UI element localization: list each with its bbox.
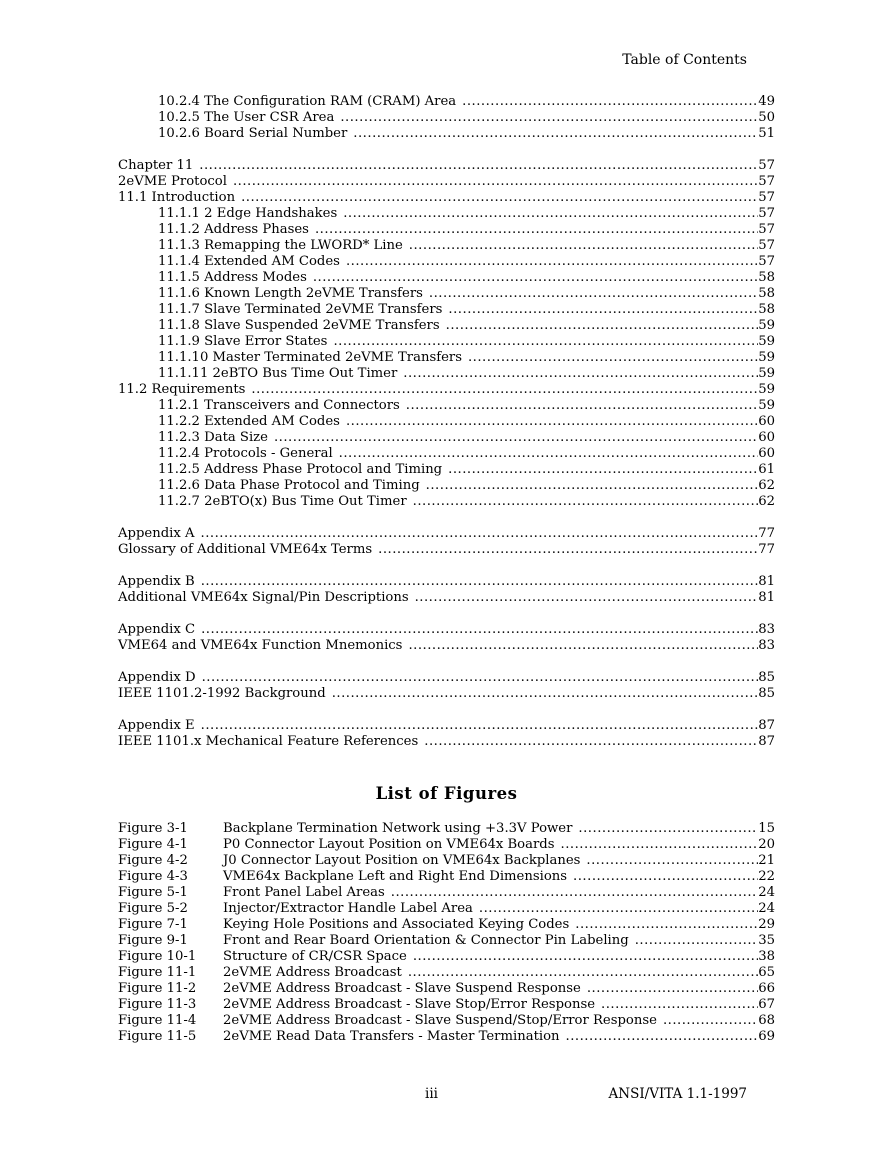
dot-leader [201, 718, 759, 734]
toc-entry[interactable] [118, 206, 775, 222]
figure-title: 2eVME Read Data Transfers - Master Termination [223, 1029, 560, 1044]
figure-entry[interactable] [118, 933, 775, 949]
dot-leader [346, 254, 758, 270]
toc-entry-page: 59 [758, 398, 775, 413]
toc-entry[interactable] [118, 478, 775, 494]
toc-entry[interactable] [118, 222, 775, 238]
toc-entry[interactable] [118, 254, 775, 270]
toc-entry[interactable] [118, 446, 775, 462]
figure-number: Figure 11-1 [118, 965, 197, 980]
dot-leader [339, 446, 759, 462]
toc-entry-title: VME64 and VME64x Function Mnemonics [118, 638, 403, 653]
dot-leader [448, 462, 758, 478]
dot-leader [575, 917, 758, 933]
figure-page: 15 [758, 821, 775, 836]
toc-entry-title: 11.1.4 Extended AM Codes [158, 254, 340, 269]
dot-leader [202, 670, 759, 686]
figure-title: Front and Rear Board Orientation & Connector Pin Labeling [223, 933, 629, 948]
toc-entry[interactable] [118, 126, 775, 142]
dot-leader [274, 430, 758, 446]
dot-leader [199, 158, 758, 174]
dot-leader [663, 1013, 758, 1029]
dot-leader [413, 949, 758, 965]
dot-leader [462, 94, 758, 110]
dot-leader [409, 238, 758, 254]
toc-entry-title: 11.2.1 Transceivers and Connectors [158, 398, 400, 413]
page-number: iii [425, 1086, 438, 1102]
toc-entry-title: Appendix C [118, 622, 196, 637]
toc-entry-title: 11.2 Requirements [118, 382, 246, 397]
dot-leader [315, 222, 758, 238]
toc-spacer [118, 654, 775, 670]
toc-entry-page: 87 [758, 718, 775, 733]
figure-number: Figure 4-3 [118, 869, 188, 884]
figure-page: 20 [758, 837, 775, 852]
dot-leader [353, 126, 758, 142]
dot-leader [587, 981, 758, 997]
figure-title: J0 Connector Layout Position on VME64x Backplanes [223, 853, 581, 868]
toc-entry-page: 57 [758, 254, 775, 269]
figure-title: 2eVME Address Broadcast - Slave Stop/Error Response [223, 997, 596, 1012]
toc-entry[interactable] [118, 494, 775, 510]
figure-entry[interactable] [118, 901, 775, 917]
toc-spacer [118, 702, 775, 718]
toc-entry-page: 58 [758, 270, 775, 285]
toc-entry[interactable] [118, 318, 775, 334]
toc-entry[interactable] [118, 638, 775, 654]
figure-page: 24 [758, 885, 775, 900]
toc-entry-page: 83 [758, 638, 775, 653]
figure-title: 2eVME Address Broadcast [223, 965, 402, 980]
toc-entry-page: 85 [758, 670, 775, 685]
figure-number: Figure 11-4 [118, 1013, 197, 1028]
figure-number: Figure 5-2 [118, 901, 188, 916]
figure-number: Figure 11-5 [118, 1029, 197, 1044]
toc-entry-title: 11.1.7 Slave Terminated 2eVME Transfers [158, 302, 443, 317]
toc-entry-title: 11.1.11 2eBTO Bus Time Out Timer [158, 366, 398, 381]
toc-entry-page: 57 [758, 190, 775, 205]
dot-leader [201, 622, 758, 638]
figure-title: Keying Hole Positions and Associated Keying Codes [223, 917, 570, 932]
toc-entry-page: 50 [758, 110, 775, 125]
dot-leader [340, 110, 758, 126]
toc-entry[interactable] [118, 350, 775, 366]
toc-entry-title: 11.1 Introduction [118, 190, 236, 205]
dot-leader [408, 638, 758, 654]
toc-entry-page: 87 [758, 734, 775, 749]
toc-entry[interactable] [118, 158, 775, 174]
dot-leader [403, 366, 758, 382]
figure-title: Injector/Extractor Handle Label Area [223, 901, 473, 916]
figure-number: Figure 11-3 [118, 997, 197, 1012]
figure-entry[interactable] [118, 949, 775, 965]
toc-entry-title: Appendix E [118, 718, 195, 733]
toc-entry-page: 59 [758, 366, 775, 381]
dot-leader [241, 190, 758, 206]
figure-page: 68 [758, 1013, 775, 1028]
figure-number: Figure 4-2 [118, 853, 188, 868]
figure-entry[interactable] [118, 885, 775, 901]
toc-entry-page: 57 [758, 222, 775, 237]
dot-leader [251, 382, 758, 398]
toc-entry-title: 11.2.3 Data Size [158, 430, 268, 445]
toc-entry-title: Chapter 11 [118, 158, 194, 173]
toc-entry[interactable] [118, 110, 775, 126]
toc-spacer [118, 510, 775, 526]
toc-entry-title: Appendix B [118, 574, 195, 589]
figure-number: Figure 4-1 [118, 837, 188, 852]
toc-entry-page: 85 [758, 686, 775, 701]
figure-title: Backplane Termination Network using +3.3V Power [223, 821, 573, 836]
figure-page: 69 [758, 1029, 775, 1044]
toc-entry-title: 11.1.10 Master Terminated 2eVME Transfers [158, 350, 462, 365]
table-of-contents [118, 94, 775, 750]
toc-entry-title: 10.2.4 The Configuration RAM (CRAM) Area [158, 94, 457, 109]
figure-entry[interactable] [118, 997, 775, 1013]
toc-entry-title: 11.2.6 Data Phase Protocol and Timing [158, 478, 420, 493]
toc-entry-title: 10.2.6 Board Serial Number [158, 126, 348, 141]
toc-entry[interactable] [118, 366, 775, 382]
figure-title: 2eVME Address Broadcast - Slave Suspend/Stop/Error Response [223, 1013, 657, 1028]
toc-entry[interactable] [118, 94, 775, 110]
toc-entry-page: 81 [758, 574, 775, 589]
figure-page: 29 [758, 917, 775, 932]
toc-entry[interactable] [118, 430, 775, 446]
dot-leader [415, 590, 759, 606]
toc-entry-page: 59 [758, 382, 775, 397]
dot-leader [343, 206, 758, 222]
toc-entry[interactable] [118, 574, 775, 590]
figure-title: VME64x Backplane Left and Right End Dimensions [223, 869, 568, 884]
toc-entry-page: 60 [758, 430, 775, 445]
dot-leader [408, 965, 758, 981]
toc-entry-page: 59 [758, 350, 775, 365]
toc-entry-title: 10.2.5 The User CSR Area [158, 110, 335, 125]
figure-entry[interactable] [118, 917, 775, 933]
toc-entry[interactable] [118, 190, 775, 206]
running-header: Table of Contents [622, 52, 747, 68]
toc-entry-page: 49 [758, 94, 775, 109]
dot-leader [426, 478, 759, 494]
figure-title: Front Panel Label Areas [223, 885, 385, 900]
figure-entry[interactable] [118, 869, 775, 885]
toc-entry-title: Glossary of Additional VME64x Terms [118, 542, 373, 557]
dot-leader [201, 526, 759, 542]
toc-entry-page: 57 [758, 238, 775, 253]
dot-leader [586, 853, 758, 869]
figure-page: 66 [758, 981, 775, 996]
dot-leader [573, 869, 758, 885]
dot-leader [578, 821, 758, 837]
figure-number: Figure 10-1 [118, 949, 197, 964]
toc-entry-page: 59 [758, 318, 775, 333]
dot-leader [313, 270, 758, 286]
toc-entry-page: 60 [758, 446, 775, 461]
toc-entry-title: 11.2.7 2eBTO(x) Bus Time Out Timer [158, 494, 407, 509]
toc-entry-page: 59 [758, 334, 775, 349]
toc-entry[interactable] [118, 286, 775, 302]
figure-page: 21 [758, 853, 775, 868]
figure-page: 67 [758, 997, 775, 1012]
dot-leader [378, 542, 758, 558]
toc-entry[interactable] [118, 670, 775, 686]
toc-entry[interactable] [118, 382, 775, 398]
toc-entry-page: 51 [758, 126, 775, 141]
figure-entry[interactable] [118, 837, 775, 853]
toc-entry-page: 83 [758, 622, 775, 637]
figure-entry[interactable] [118, 821, 775, 837]
toc-entry-title: 11.1.5 Address Modes [158, 270, 307, 285]
dot-leader [561, 837, 759, 853]
toc-entry[interactable] [118, 734, 775, 750]
figure-page: 22 [758, 869, 775, 884]
figure-page: 38 [758, 949, 775, 964]
toc-entry[interactable] [118, 718, 775, 734]
dot-leader [201, 574, 759, 590]
toc-entry[interactable] [118, 686, 775, 702]
toc-entry-page: 58 [758, 286, 775, 301]
toc-entry-page: 61 [758, 462, 775, 477]
toc-entry-title: 11.1.8 Slave Suspended 2eVME Transfers [158, 318, 440, 333]
toc-entry[interactable] [118, 334, 775, 350]
toc-entry-page: 77 [758, 542, 775, 557]
toc-entry-page: 81 [758, 590, 775, 605]
figure-page: 65 [758, 965, 775, 980]
toc-entry-title: 11.1.1 2 Edge Handshakes [158, 206, 338, 221]
figure-number: Figure 5-1 [118, 885, 188, 900]
figure-title: 2eVME Address Broadcast - Slave Suspend Response [223, 981, 581, 996]
figure-entry[interactable] [118, 1029, 775, 1045]
list-of-figures [118, 821, 775, 1045]
toc-entry[interactable] [118, 542, 775, 558]
toc-entry-page: 77 [758, 526, 775, 541]
toc-entry-page: 60 [758, 414, 775, 429]
standard-designation: ANSI/VITA 1.1-1997 [608, 1086, 747, 1102]
dot-leader [332, 686, 759, 702]
list-of-figures-title: List of Figures [375, 784, 518, 803]
figure-entry[interactable] [118, 981, 775, 997]
dot-leader [448, 302, 758, 318]
toc-entry[interactable] [118, 238, 775, 254]
dot-leader [468, 350, 758, 366]
toc-entry-page: 57 [758, 174, 775, 189]
figure-page: 24 [758, 901, 775, 916]
toc-entry[interactable] [118, 622, 775, 638]
dot-leader [479, 901, 758, 917]
toc-entry-title: Appendix A [118, 526, 195, 541]
dot-leader [566, 1029, 759, 1045]
dot-leader [233, 174, 758, 190]
figure-number: Figure 7-1 [118, 917, 188, 932]
figure-page: 35 [758, 933, 775, 948]
dot-leader [429, 286, 758, 302]
toc-entry[interactable] [118, 174, 775, 190]
toc-entry-title: 2eVME Protocol [118, 174, 227, 189]
toc-entry-title: 11.1.2 Address Phases [158, 222, 309, 237]
toc-entry[interactable] [118, 590, 775, 606]
toc-entry-title: 11.1.6 Known Length 2eVME Transfers [158, 286, 423, 301]
toc-entry-title: 11.2.5 Address Phase Protocol and Timing [158, 462, 443, 477]
toc-entry-page: 57 [758, 158, 775, 173]
toc-entry-page: 57 [758, 206, 775, 221]
dot-leader [446, 318, 759, 334]
dot-leader [601, 997, 758, 1013]
toc-entry-title: Additional VME64x Signal/Pin Descriptions [118, 590, 409, 605]
figure-entry[interactable] [118, 965, 775, 981]
dot-leader [413, 494, 759, 510]
toc-entry[interactable] [118, 398, 775, 414]
figure-number: Figure 3-1 [118, 821, 188, 836]
figure-title: Structure of CR/CSR Space [223, 949, 407, 964]
dot-leader [406, 398, 758, 414]
toc-entry-title: 11.1.3 Remapping the LWORD* Line [158, 238, 403, 253]
toc-entry-page: 62 [758, 478, 775, 493]
dot-leader [346, 414, 758, 430]
toc-entry-title: 11.2.2 Extended AM Codes [158, 414, 340, 429]
toc-entry-title: 11.2.4 Protocols - General [158, 446, 333, 461]
figure-number: Figure 11-2 [118, 981, 197, 996]
toc-entry[interactable] [118, 302, 775, 318]
figure-number: Figure 9-1 [118, 933, 188, 948]
toc-entry-title: IEEE 1101.2-1992 Background [118, 686, 326, 701]
toc-entry-page: 58 [758, 302, 775, 317]
toc-entry[interactable] [118, 270, 775, 286]
toc-entry-title: 11.1.9 Slave Error States [158, 334, 328, 349]
toc-spacer [118, 558, 775, 574]
toc-entry[interactable] [118, 526, 775, 542]
toc-spacer [118, 142, 775, 158]
toc-entry-page: 62 [758, 494, 775, 509]
toc-entry-title: Appendix D [118, 670, 196, 685]
dot-leader [391, 885, 758, 901]
dot-leader [333, 334, 758, 350]
figure-entry[interactable] [118, 853, 775, 869]
toc-entry-title: IEEE 1101.x Mechanical Feature References [118, 734, 419, 749]
figure-entry[interactable] [118, 1013, 775, 1029]
dot-leader [424, 734, 758, 750]
figure-title: P0 Connector Layout Position on VME64x Boards [223, 837, 555, 852]
toc-spacer [118, 606, 775, 622]
dot-leader [635, 933, 759, 949]
toc-entry[interactable] [118, 414, 775, 430]
toc-entry[interactable] [118, 462, 775, 478]
